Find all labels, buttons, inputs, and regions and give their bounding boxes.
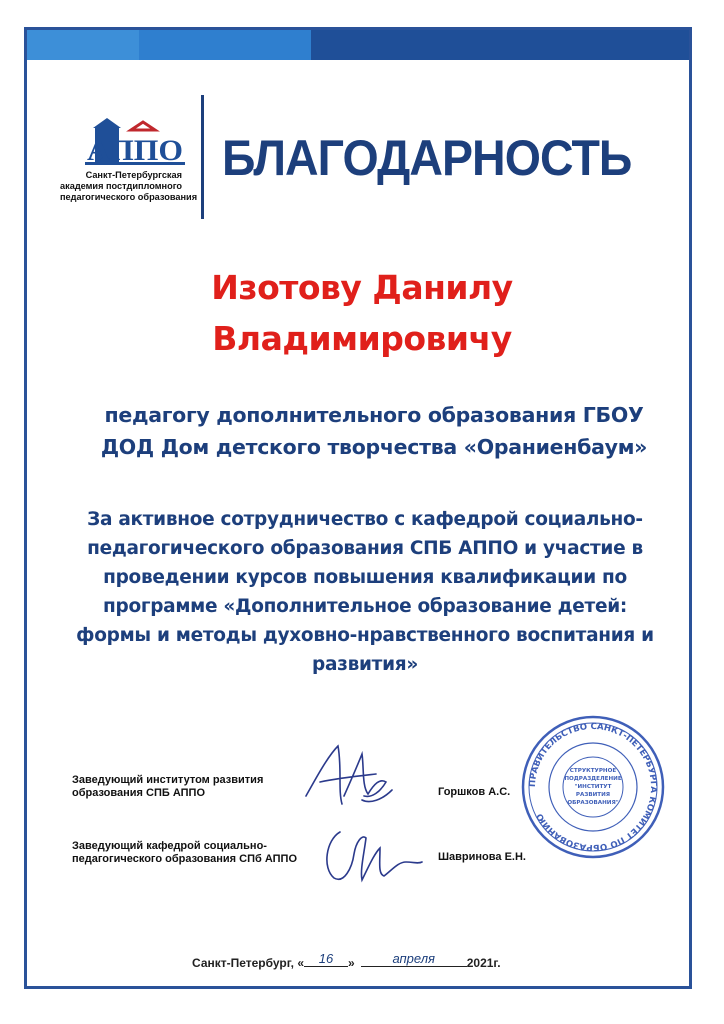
stamp-center-line: РАЗВИТИЯ	[575, 792, 611, 798]
header-divider	[201, 95, 204, 219]
date-year: 2021г.	[466, 956, 501, 970]
reason-line: За активное сотрудничество с кафедрой социально-	[87, 509, 643, 530]
reason-line: программе «Дополнительное образование детей:	[103, 596, 627, 617]
signatory-title-line: педагогического образования СПб АППО	[72, 853, 298, 865]
stamp-center-line: ПОДРАЗДЕЛЕНИЕ	[564, 776, 622, 782]
signatory-1-name: Горшков А.С.	[438, 786, 511, 798]
official-stamp-icon	[518, 712, 668, 862]
recipient-position	[36, 399, 712, 463]
position-line: педагогу дополнительного образования ГБОУ	[104, 403, 644, 427]
signatory-title-line: Заведующий кафедрой социально-	[72, 840, 267, 852]
stamp-center-line: СТРУКТУРНОЕ	[569, 768, 617, 774]
signature-2-handwritten	[318, 818, 428, 890]
signatory-title-line: образования СПБ АППО	[72, 787, 205, 799]
logo-mark-text: АППО	[87, 134, 183, 167]
date-day-field: 16	[304, 951, 348, 967]
recipient-line: Владимировичу	[212, 319, 512, 358]
reason-line: формы и методы духовно-нравственного воспитания и	[76, 625, 654, 646]
appo-building-icon	[85, 112, 185, 168]
logo-caption	[60, 170, 198, 203]
recipient-line: Изотову Данилу	[211, 268, 513, 307]
signature-1-handwritten	[298, 738, 408, 818]
top-bar-segment-dark	[311, 30, 689, 60]
logo-caption-line: педагогического образования	[60, 192, 198, 202]
top-color-bar	[27, 30, 689, 60]
stamp-center-line: "ИНСТИТУТ	[574, 784, 612, 790]
date-day-close: »	[348, 956, 355, 970]
issue-date-line	[192, 951, 501, 971]
stamp-outer-text: ПРАВИТЕЛЬСТВО САНКТ-ПЕТЕРБУРГА КОМИТЕТ ПО ОБРАЗОВАНИЮ	[527, 721, 659, 853]
reason-line: педагогического образования СПБ АППО и участие в	[87, 538, 643, 559]
logo-caption-line: академия постдипломного	[60, 181, 183, 191]
stamp-center-line: ОБРАЗОВАНИЯ"	[567, 800, 619, 806]
certificate-title: БЛАГОДАРНОСТЬ	[222, 130, 632, 186]
logo-caption-line: Санкт-Петербургская	[85, 170, 182, 180]
signatory-2-name: Шавринова Е.Н.	[438, 851, 526, 863]
appo-logo	[60, 112, 198, 212]
recipient-name	[0, 262, 724, 364]
signatory-title-line: Заведующий институтом развития	[72, 774, 264, 786]
date-city-prefix: Санкт-Петербург, «	[192, 956, 305, 970]
position-line: ДОД Дом детского творчества «Ораниенбаум»	[100, 435, 648, 459]
top-bar-segment-mid	[139, 30, 311, 60]
reason-line: развития»	[312, 654, 418, 675]
top-bar-segment-light	[27, 30, 139, 60]
date-month-field: апреля	[361, 951, 467, 967]
gratitude-reason	[40, 505, 690, 679]
reason-line: проведении курсов повышения квалификации по	[103, 567, 627, 588]
signatory-2-title	[72, 840, 297, 866]
signatory-1-title	[72, 774, 263, 800]
